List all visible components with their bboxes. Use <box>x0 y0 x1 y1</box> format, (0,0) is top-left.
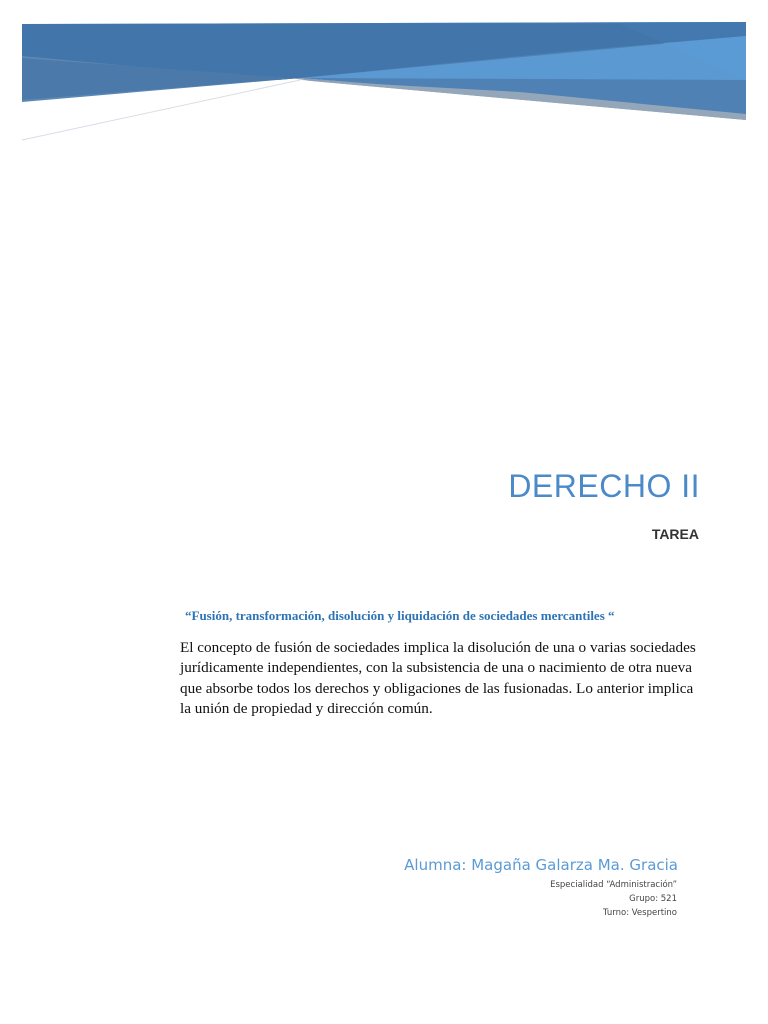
author-name: Alumna: Magaña Galarza Ma. Gracia <box>404 856 678 874</box>
document-topic: “Fusión, transformación, disolución y liquidación de sociedades mercantiles “ <box>185 608 615 623</box>
document-title: DERECHO II <box>508 468 700 504</box>
author-shift: Turno: Vespertino <box>602 908 677 918</box>
document-subtitle: TAREA <box>651 526 699 542</box>
document-body: El concepto de fusión de sociedades implica la disolución de una o varias sociedades jurídicamente independientes, con la subsistencia de una o nacimiento de otra nueva que absorbe todos los derechos y obligaciones de las fusionadas. Lo anterior implica la unión de propiedad y dirección común. <box>180 639 696 717</box>
header-banner <box>0 0 768 160</box>
author-specialty: Especialidad “Administración” <box>550 880 677 890</box>
author-group: Grupo: 521 <box>629 894 677 904</box>
